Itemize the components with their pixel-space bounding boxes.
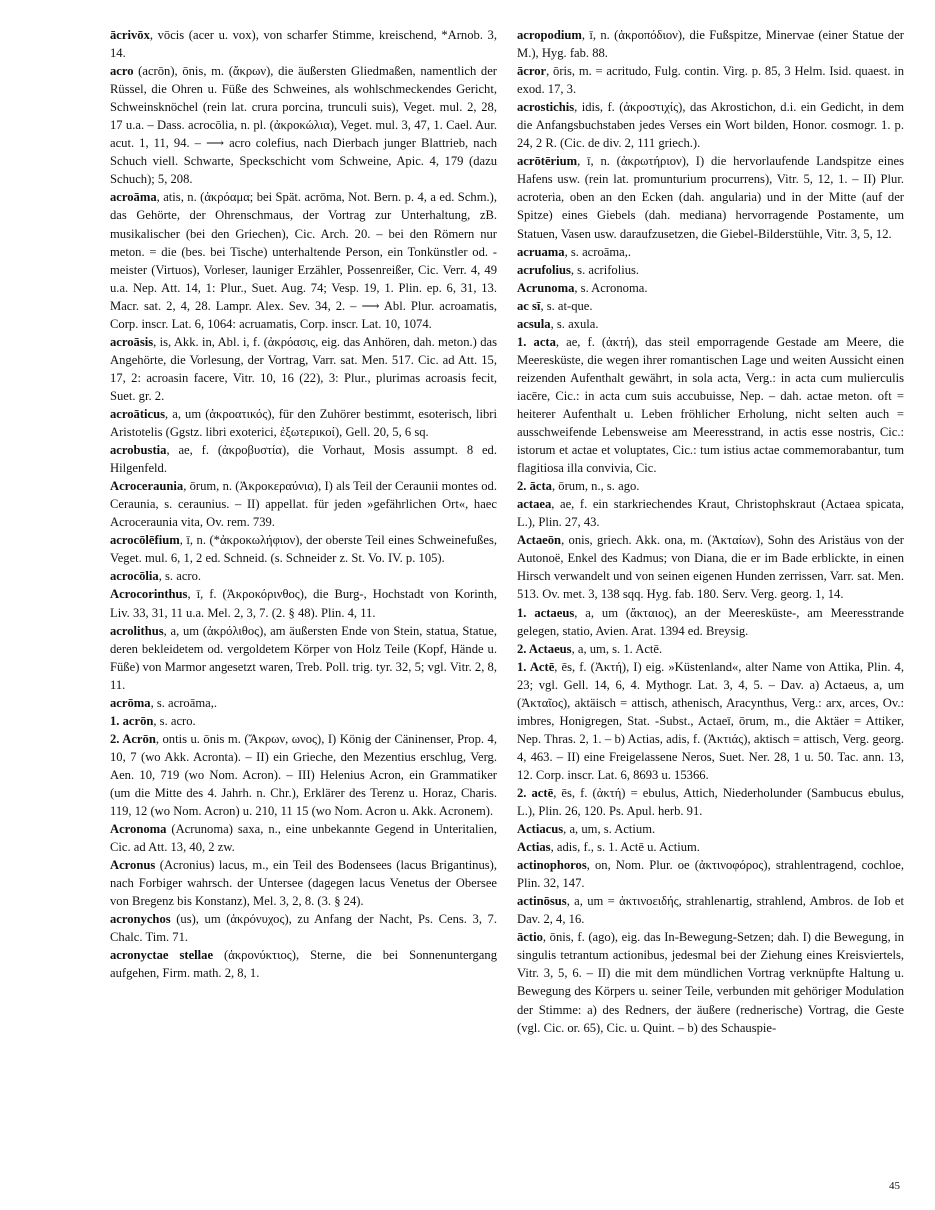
entry-definition: , ī, f. (Ἀκροκόρινθος), die Burg-, Hochstadt von Korinth, Liv. 33, 31, 11 u.a. Mel. 2, 3, 7. (2. § 48). Plin. 4, 11. [110,587,497,620]
entry-lemma: Actiacus [517,822,564,837]
entry-lemma: acrobustia [110,443,167,458]
entry-lemma: acronychos [110,912,171,927]
entry-definition: , is, Akk. in, Abl. i, f. (ἀκρόασις, eig. das Anhören, dah. meton.) das Angehörte, die Vorlesung, der Vortrag, Varr. sat. Men. 517. Cic. ad Att. 15, 17, 2: acroasin facere, Vitr. 10, 16 (22), 3: Plur., plurimas acroasis fecit, Suet. gr. 2. [110,334,497,403]
entry-lemma: 2. ācta [517,479,552,494]
entry-lemma: 2. actē [517,785,554,800]
dictionary-entry [517,26,904,62]
entry-lemma: acrolithus [110,623,164,638]
entry-definition: , s. axula. [550,316,599,331]
dictionary-entry [110,441,497,477]
left-column [110,26,497,982]
entry-lemma: acrocōlia [110,569,159,584]
entry-definition: , ī, n. (*ἀκροκωλήφιον), der oberste Teil eines Schweinefußes, Veget. mul. 6, 1, 2 ed. Schneid. (s. Schneider z. St. Vo. IV. p. 105). [110,533,497,566]
entry-lemma: actinōsus [517,894,567,909]
entry-definition: , a, um, s. 1. Actē. [571,641,663,656]
dictionary-entry [517,820,904,838]
entry-definition: , adis, f., s. 1. Actē u. Actium. [550,840,700,855]
entry-definition: (acrōn), ōnis, m. (ἄκρων), die äußersten Gliedmaßen, namentlich der Rüssel, die Ohren u. Füße des Schweines, als wohlschmeckendes Gericht, Schweinsknöchel (rein lat. crura porcina, trunculi suis), Veget. mul. 2, 28, 17 u.a. – Dass. acrocōlia, n. pl. (ἀκροκώλια), Veget. mul. 3, 47, 1. Cael. Aur. acut. 1, 11, 94. – ⟶ acro colefius, nach Dierbach junger Blattrieb, nach Schuch viell. Schwarte, Speckschicht vom Schweine, Apic. 4, 179 (dazu Schuch); 5, 208. [110,64,497,187]
entry-lemma: acruama [517,244,565,259]
entry-lemma: ācrivōx [110,28,150,42]
entry-definition: (ἀκρονύκτιος), Sterne, die bei Sonnenuntergang aufgehen, Firm. math. 2, 8, 1. [110,948,497,981]
dictionary-entry [110,405,497,441]
entry-lemma: ac sī [517,298,541,313]
dictionary-entry [110,531,497,567]
entry-lemma: Actias [517,840,551,855]
dictionary-entry [110,622,497,694]
entry-lemma: 1. Actē [517,659,555,674]
entry-definition: , a, um (ἀκρόλιθος), am äußersten Ende von Stein, statua, Statue, deren bekleidetem od. vergoldetem Körper von Holz Teile (Kopf, Hände u. Füße) von Marmor angesetzt waren, Treb. Poll. trig. tyr. 32, 5; vgl. Vitr. 2, 8, 11. [110,623,497,692]
entry-definition: , a, um (ἄκταιος), an der Meeresküste-, am Meeresstrande gelegen, statio, Avien. Arat. 1394 ed. Breysig. [517,605,905,638]
entry-definition: (Acrunoma) saxa, n., eine unbekannte Gegend in Unteritalien, Cic. ad Att. 13, 40, 2 zw. [110,822,497,855]
dictionary-entry [110,820,497,856]
entry-lemma: ācror [517,64,547,79]
dictionary-entry [517,152,904,242]
entry-lemma: acroāsis [110,334,154,349]
entry-lemma: acrōma [110,695,151,710]
entry-lemma: Acrunoma [517,280,575,295]
entry-lemma: acro [110,64,134,79]
dictionary-entry [110,946,497,982]
entry-lemma: 1. actaeus [517,605,575,620]
dictionary-entry [110,188,497,332]
dictionary-entry [517,838,904,856]
entry-definition: , idis, f. (ἀκροστιχίς), das Akrostichon, d.i. ein Gedicht, in dem die Anfangsbuchstaben jedes Verses ein Wort bilden, Honor. cosmogr. 1. p. 24, 2 R. (Cic. de div. 2, 111 griech.). [517,100,904,151]
dictionary-entry [110,477,497,531]
entry-definition: , s. acro. [158,569,202,584]
entry-lemma: 2. Acrōn [110,731,156,746]
entry-definition: , s. acro. [153,713,196,728]
entry-definition: , ontis u. ōnis m. (Ἄκρων, ωνος), I) König der Cäninenser, Prop. 4, 10, 7 (wo Akk. Acronta). – II) ein Grieche, den Mezentius erschlug, Verg. Aen. 10, 719 (wo Nom. Acron). – III) Helenius Acron, ein Grammatiker (um die Mitte des 4. Jahrh. n. Chr.), Erklärer des Terenz u. Horaz, Charis. 119, 12 (wo Nom. Acron) u. 210, 11 15 (wo Nom. Acron u. Akk. Acronem). [110,731,497,819]
entry-definition: , onis, griech. Akk. ona, m. (Ἀκταίων), Sohn des Aristäus von der Autonoë, Enkel des Kadmus; von Diana, die er im Bade erblickte, in einen Hirsch verwandelt und von seinen eigenen Hunden zerrissen, Varr. sat. Men. 513. Ov. met. 3, 138 sqq. Hyg. fab. 180. Serv. Verg. georg. 1, 14. [517,533,904,602]
entry-definition: , ōrum, n., s. ago. [551,479,640,494]
dictionary-entry [517,98,904,152]
entry-definition: (us), um (ἀκρόνυχος), zu Anfang der Nacht, Ps. Cens. 3, 7. Chalc. Tim. 71. [110,912,497,945]
dictionary-entry [517,297,904,315]
entry-definition: , s. acrifolius. [570,262,640,277]
dictionary-entry [110,694,497,712]
dictionary-entry [517,495,904,531]
entry-lemma: acroāticus [110,406,166,421]
dictionary-entry [517,333,904,477]
entry-lemma: acsula [517,316,551,331]
dictionary-entry [517,856,904,892]
page-number: 45 [889,1180,900,1192]
dictionary-entry [517,640,904,658]
entry-definition: , ōrum, n. (Ἀκροκεραύνια), I) als Teil der Ceraunii montes od. Ceraunia, s. ceraunius. – II) appellat. für jeden »gefährlichen Ort«, haec Acroceraunia vita, Ov. rem. 739. [110,479,497,530]
dictionary-entry [110,585,497,621]
entry-definition: (Acronius) lacus, m., ein Teil des Bodensees (lacus Brigantinus), nach Forbiger wahrsch. der Untersee (dagegen lacus Venetus der Obersee von Bregenz bis Konstanz), Mel. 3, 2, 8. (3. § 24). [110,858,497,909]
entry-definition: , a, um, s. Actium. [563,822,656,837]
entry-lemma: acropodium [517,28,582,42]
dictionary-entry [110,26,497,62]
entry-lemma: acroāma [110,190,157,205]
entry-lemma: acrocōlēfium [110,533,180,548]
entry-definition: , s. at-que. [540,298,593,313]
dictionary-entry [110,730,497,820]
entry-definition: , ae, f. ein starkriechendes Kraut, Christophskraut (Actaea spicata, L.), Plin. 27, 43. [517,497,904,530]
entry-lemma: Actaeōn [517,533,562,548]
entry-definition: , ae, f. (ἀκροβυστία), die Vorhaut, Mosis assumpt. 8 ed. Hilgenfeld. [110,443,497,476]
entry-lemma: acrostichis [517,100,575,115]
entry-definition: , atis, n. (ἀκρόαμα; bei Spät. acrōma, Not. Bern. p. 4, a ed. Schm.), das Gehörte, der Ohrenschmaus, der Vortrag zur Unterhaltung, zB. musikalischer (bei den Griechen), Cic. Arch. 20. – bei den Römern nur meton. = die (bes. bei Tische) unterhaltende Person, ein Tonkünstler od. -meister (Virtuos), Vorleser, launiger Erzähler, Possenreißer, Cic. Verr. 4, 49 u.a. Nep. Att. 14, 1: Plur., Suet. Aug. 74; Vesp. 19, 1. Plin. ep. 6, 31, 13. Macr. sat. 2, 4, 28. Lampr. Alex. Sev. 34, 2. – ⟶ Abl. Plur. acroamatis, Corp. inscr. Lat. 6, 1064: acruamatis, Corp. inscr. Lat. 10, 1074. [110,190,497,331]
entry-lemma: acronyctae stellae [110,948,214,963]
dictionary-entry [110,333,497,405]
dictionary-entry [517,604,904,640]
entry-definition: , a, um (ἀκροατικός), für den Zuhörer bestimmt, esoterisch, libri Aristotelis (Ggstz. libri exoterici, ἐξωτερικοί), Gell. 20, 5, 6 sq. [110,406,497,440]
entry-lemma: actaea [517,497,552,512]
dictionary-entry [517,477,904,495]
entry-definition: , ae, f. (ἀκτή), das steil emporragende Gestade am Meere, die Meeresküste, die wegen ihrer romantischen Lage und weiten Aussicht einen reizenden Aufenthalt gewährt, in sola acta, Verg.: in acta cum mulierculis iacēre, Cic.: in acta cum suis accubuisse, Nep. – dah. actae meton. oft = heiterer Aufenthalt u. Leben fröhlicher Erholung, nicht selten auch = ausschweifende Lebensweise am Meeresstrand, in actis esse nostris, Cic.: istorum et actae et voluptates, Cic.: tum istius actae commemorabantur, tum flagitiosa illa convivia, Cic. [517,334,904,476]
dictionary-entry [517,243,904,261]
entry-lemma: Acrocorinthus [110,587,188,602]
entry-definition: , s. acroāma,. [564,244,632,259]
entry-definition: , ōris, m. = acritudo, Fulg. contin. Virg. p. 85, 3 Helm. Isid. quaest. in exod. 17, 3. [517,64,904,97]
dictionary-entry [517,784,904,820]
dictionary-entry [517,892,904,928]
entry-lemma: Acroceraunia [110,479,184,494]
dictionary-entry [517,279,904,297]
entry-lemma: acrufolius [517,262,571,277]
entry-definition: , ī, n. (ἀκρωτήριον), I) die hervorlaufende Landspitze eines Hafens usw. (rein lat. promunturium procurrens), Vitr. 5, 12, 1. – II) Plur. acroteria, oben an den Ecken (dah. angularia) und in der Mitte (auf der Spitze) eines Giebels (dah. mediana) hervorragende Postamente, um Statuen, Vasen usw. daraufzusetzen, die Giebel-Bilderstühle, Vitr. 3, 5, 12. [517,154,904,241]
entry-definition: , a, um = ἀκτινοειδής, strahlenartig, strahlend, Ambros. de Iob et Dav. 2, 4, 16. [517,894,904,927]
dictionary-entry [110,712,497,730]
dictionary-entry [517,658,904,784]
entry-lemma: actinophoros [517,858,587,873]
right-column [517,26,904,1037]
entry-definition: , s. Acronoma. [574,280,648,295]
entry-definition: , on, Nom. Plur. oe (ἀκτινοφόρος), strahlentragend, cochloe, Plin. 32, 147. [517,858,904,891]
entry-lemma: Acronus [110,858,156,873]
entry-definition: , ī, n. (ἀκροπόδιον), die Fußspitze, Minervae (einer Statue der M.), Hyg. fab. 88. [517,28,904,61]
dictionary-entry [517,928,904,1036]
entry-lemma: 2. Actaeus [517,641,572,656]
entry-lemma: 1. acta [517,334,556,349]
entry-lemma: acrōtērium [517,154,578,169]
entry-definition: , s. acroāma,. [150,695,217,710]
entry-definition: , vōcis (acer u. vox), von scharfer Stimme, kreischend, *Arnob. 3, 14. [110,28,497,61]
dictionary-entry [110,567,497,585]
dictionary-entry [517,62,904,98]
entry-definition: , ēs, f. (Ἀκτή), I) eig. »Küstenland«, alter Name von Attika, Plin. 4, 23; vgl. Gell. 14, 6, 4. Mythogr. Lat. 3, 4, 5. – Dav. a) Actaeus, a, um (Ἀκταῖος), aktäisch = attisch, athenisch, Aracynthus, Verg.: arx, arces, Ov.: imbres, Honigregen, Stat. -Subst., Actaeī, ōrum, m., die Aktäer = Attiker, Nep. Thras. 2, 1. – b) Actias, adis, f. (Ἀκτιάς), aktisch = attisch, Verg. georg. 4, 463. – II) eine Freigelassene Neros, Suet. Ner. 28, 1 u. 50. Tac. ann. 13, 12. Corp. inscr. Lat. 6, 8693 u. 15366. [517,659,905,782]
dictionary-entry [110,62,497,188]
entry-lemma: Acronoma [110,822,167,837]
entry-lemma: 1. acrōn [110,713,154,728]
entry-definition: , ēs, f. (ἀκτή) = ebulus, Attich, Niederholunder (Sambucus ebulus, L.), Plin. 26, 120. Ps. Apul. herb. 91. [517,785,905,819]
entry-definition: , ōnis, f. (ago), eig. das In-Bewegung-Setzen; dah. I) die Bewegung, in singulis tetrantum actionibus, jedesmal bei der Ziehung eines Kreisviertels, Vitr. 3, 5, 6. – II) die mit dem mündlichen Vortrag verknüpfte Haltung u. Bewegung des Körpers u. seiner Teile, verbunden mit gehöriger Modulation der Stimme: a) des Redners, der äußere (rednerische) Vortrag, die Geste (vgl. Cic. or. 65), Cic. u. Quint. – b) des Schauspie- [517,930,904,1035]
dictionary-entry [110,856,497,910]
dictionary-entry [517,315,904,333]
dictionary-entry [517,261,904,279]
dictionary-entry [517,531,904,603]
entry-lemma: āctio [517,930,543,945]
dictionary-entry [110,910,497,946]
